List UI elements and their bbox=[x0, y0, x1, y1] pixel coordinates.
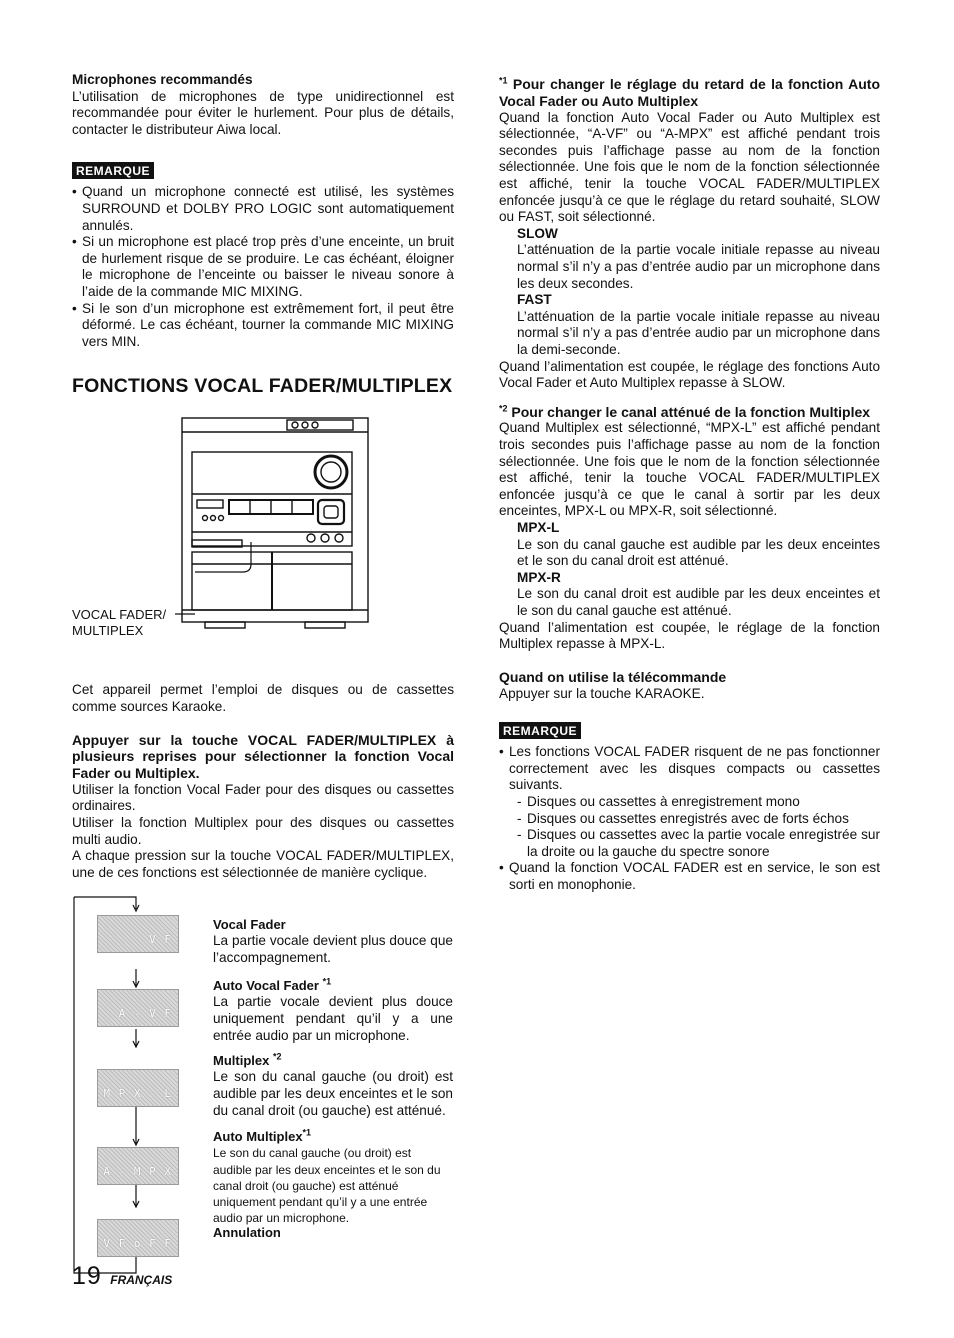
cycle-item-auto-multiplex bbox=[213, 1129, 453, 1226]
left-column bbox=[72, 72, 454, 1285]
fast-option bbox=[499, 292, 880, 358]
usage-vocal-fader: Utiliser la fonction Vocal Fader pour des disques ou cassettes ordinaires. bbox=[72, 781, 454, 814]
fast-text: L’atténuation de la partie vocale initiale repasse au niveau normal s’il n’y a pas d’entrée audio par un microphone dans la demi-seconde. bbox=[517, 308, 880, 357]
page-footer bbox=[72, 1262, 172, 1291]
mpxr-text: Le son du canal droit est audible par les deux enceintes et le son du canal gauche est atténué. bbox=[517, 586, 880, 619]
intro-text: Cet appareil permet l’emploi de disques ou de cassettes comme sources Karaoke. bbox=[72, 682, 454, 714]
cycle-title: Vocal Fader bbox=[213, 917, 286, 933]
channel-reset-text: Quand l’alimentation est coupée, le réglage de la fonction Multiplex repasse à MPX-L. bbox=[499, 619, 880, 652]
device-label-line2: MULTIPLEX bbox=[72, 622, 144, 638]
lcd-vocal-fader: V F bbox=[97, 915, 179, 953]
cycle-item-annulation bbox=[213, 1225, 453, 1241]
mic-text: L’utilisation de microphones de type unidirectionnel est recommandée pour éviter le hurlement. Pour plus de détails, contacter le distributeur Aiwa local. bbox=[72, 88, 454, 137]
remote-text: Appuyer sur la touche KARAOKE. bbox=[499, 685, 705, 701]
right-remarks-list bbox=[499, 744, 880, 893]
remark-item: • Quand la fonction VOCAL FADER est en service, le son est sorti en monophonie. bbox=[499, 860, 880, 893]
channel-heading-text: Pour changer le canal atténué de la fonction Multiplex bbox=[511, 403, 871, 420]
mpxl-text: Le son du canal gauche est audible par les deux enceintes et le son du canal droit est atténué. bbox=[517, 536, 880, 569]
channel-text: Quand Multiplex est sélectionné, “MPX-L” est affiché pendant trois secondes puis l’affichage passe au nom de la fonction sélectionnée. Une fois que le nom de la fonction sélectionnée est affiché, tenir la touche VOCAL FADER/MULTIPLEX enfoncée jusqu’à ce que le canal à sortir par les deux enceintes, MPX-L ou MPX-R, soit sélectionné. bbox=[499, 420, 880, 519]
cycle-desc: La partie vocale devient plus douce que l’accompagnement. bbox=[213, 933, 453, 966]
remark-item: • Si le son d’un microphone est extrêmement fort, il peut être déformé. Le cas échéant, tourner la commande MIC MIXING vers MIN. bbox=[72, 301, 454, 351]
footer-language: FRANÇAIS bbox=[110, 1273, 173, 1287]
remarque-label: REMARQUE bbox=[499, 722, 581, 739]
mpxr-label: MPX-R bbox=[517, 569, 561, 585]
mpxr-option bbox=[499, 570, 880, 620]
remark-item: • Si un microphone est placé trop près d’une enceinte, un bruit de hurlement risque de se produire. Le cas échéant, éloigner le microphone de l’enceinte ou baisser le niveau sonore à l’aide de la commande MIC MIXING. bbox=[72, 234, 454, 300]
delay-reset-text: Quand l’alimentation est coupée, le réglage des fonctions Auto Vocal Fader et Auto Multiplex repasse à SLOW. bbox=[499, 358, 880, 391]
mpxl-label: MPX-L bbox=[517, 520, 560, 536]
footnote-marker: *1 bbox=[302, 1128, 312, 1139]
cycle-item-auto-vocal-fader bbox=[213, 978, 453, 1044]
disc-type-item: - Disques ou cassettes enregistrés avec de forts échos bbox=[509, 811, 880, 828]
cycle-item-vocal-fader bbox=[213, 917, 453, 967]
footnote-marker: *1 bbox=[322, 977, 332, 988]
mpxl-option bbox=[499, 520, 880, 570]
cycle-desc: La partie vocale devient plus douce uniquement pendant qu’il y a une entrée audio par un microphone. bbox=[213, 994, 453, 1044]
lcd-auto-vocal-fader: A - V F bbox=[97, 989, 179, 1027]
disc-type-item: - Disques ou cassettes à enregistrement mono bbox=[509, 794, 880, 811]
section-title: FONCTIONS VOCAL FADER/MULTIPLEX bbox=[72, 375, 453, 398]
function-cycle-diagram bbox=[72, 889, 454, 1285]
device-label bbox=[72, 607, 166, 638]
slow-text: L’atténuation de la partie vocale initiale repasse au niveau normal s’il n’y a pas d’entrée audio par un microphone dans les deux secondes. bbox=[517, 242, 880, 291]
usage-multiplex: Utiliser la fonction Multiplex pour des disques ou cassettes multi audio. bbox=[72, 815, 454, 847]
channel-heading bbox=[499, 404, 880, 421]
instruction-text: Appuyer sur la touche VOCAL FADER/MULTIPLEX à plusieurs reprises pour sélectionner la fonction Vocal Fader ou Multiplex. bbox=[72, 731, 454, 782]
remarks-list bbox=[72, 184, 454, 350]
cycle-item-multiplex bbox=[213, 1053, 453, 1119]
cycle-title: Multiplex bbox=[213, 1053, 270, 1069]
slow-label: SLOW bbox=[517, 225, 558, 241]
remark-item: • Quand un microphone connecté est utilisé, les systèmes SURROUND et DOLBY PRO LOGIC sont automatiquement annulés. bbox=[72, 184, 454, 234]
cycle-title: Annulation bbox=[213, 1225, 281, 1241]
lcd-annulation: V F o F F bbox=[97, 1219, 179, 1257]
page-number: 19 bbox=[72, 1262, 102, 1290]
footnote-marker: *1 bbox=[499, 75, 508, 86]
remote-heading: Quand on utilise la télécommande bbox=[499, 668, 727, 685]
cycle-title: Auto Multiplex bbox=[213, 1129, 303, 1145]
disc-type-item: - Disques ou cassettes avec la partie vocale enregistrée sur la droite ou la gauche du spectre sonore bbox=[509, 827, 880, 860]
device-illustration bbox=[72, 414, 454, 666]
disc-types-list bbox=[509, 794, 880, 860]
lcd-auto-multiplex: A - M P X bbox=[97, 1147, 179, 1185]
cycle-desc: Le son du canal gauche (ou droit) est audible par les deux enceintes et le son du canal droit (ou gauche) est atténué uniquement pendant qu’il y a une entrée audio par un microphone. bbox=[213, 1146, 441, 1226]
mic-heading: Microphones recommandés bbox=[72, 72, 253, 87]
stereo-system-drawing bbox=[175, 414, 375, 636]
slow-option bbox=[499, 226, 880, 292]
delay-heading bbox=[499, 76, 880, 110]
footnote-marker: *2 bbox=[499, 403, 508, 414]
lcd-multiplex: M P X - L bbox=[97, 1069, 179, 1107]
usage-cycle: A chaque pression sur la touche VOCAL FADER/MULTIPLEX, une de ces fonctions est sélectionnée de manière cyclique. bbox=[72, 848, 454, 880]
cycle-title: Auto Vocal Fader bbox=[213, 978, 319, 994]
remark-item: • Les fonctions VOCAL FADER risquent de ne pas fonctionner correctement avec les disques compacts ou cassettes suivants. - Disques ou cassettes à enregistrement mono - Disques ou cassettes enregistrés avec de forts échos - Disques ou cassettes avec la partie vocale enregistrée sur la droite ou la gauche du spectre sonore bbox=[499, 744, 880, 860]
right-column bbox=[499, 76, 880, 894]
fast-label: FAST bbox=[517, 292, 552, 308]
device-label-line1: VOCAL FADER/ bbox=[72, 607, 167, 623]
delay-text: Quand la fonction Auto Vocal Fader ou Auto Multiplex est sélectionnée, “A-VF” ou “A-MPX” est affiché pendant trois secondes puis l’affichage passe au nom de la fonction sélectionnée. Une fois que le nom de la fonction sélectionnée est affiché, tenir la touche VOCAL FADER/MULTIPLEX enfoncée jusqu’à ce que le réglage du retard souhaité, SLOW ou FAST, soit sélectionné. bbox=[499, 109, 880, 225]
cycle-desc: Le son du canal gauche (ou droit) est audible par les deux enceintes et le son du canal droit (ou gauche) est atténué. bbox=[213, 1069, 453, 1119]
delay-heading-text: Pour changer le réglage du retard de la fonction Auto Vocal Fader ou Auto Multiplex bbox=[499, 76, 881, 109]
footnote-marker: *2 bbox=[272, 1052, 282, 1063]
remarque-label: REMARQUE bbox=[72, 162, 154, 179]
